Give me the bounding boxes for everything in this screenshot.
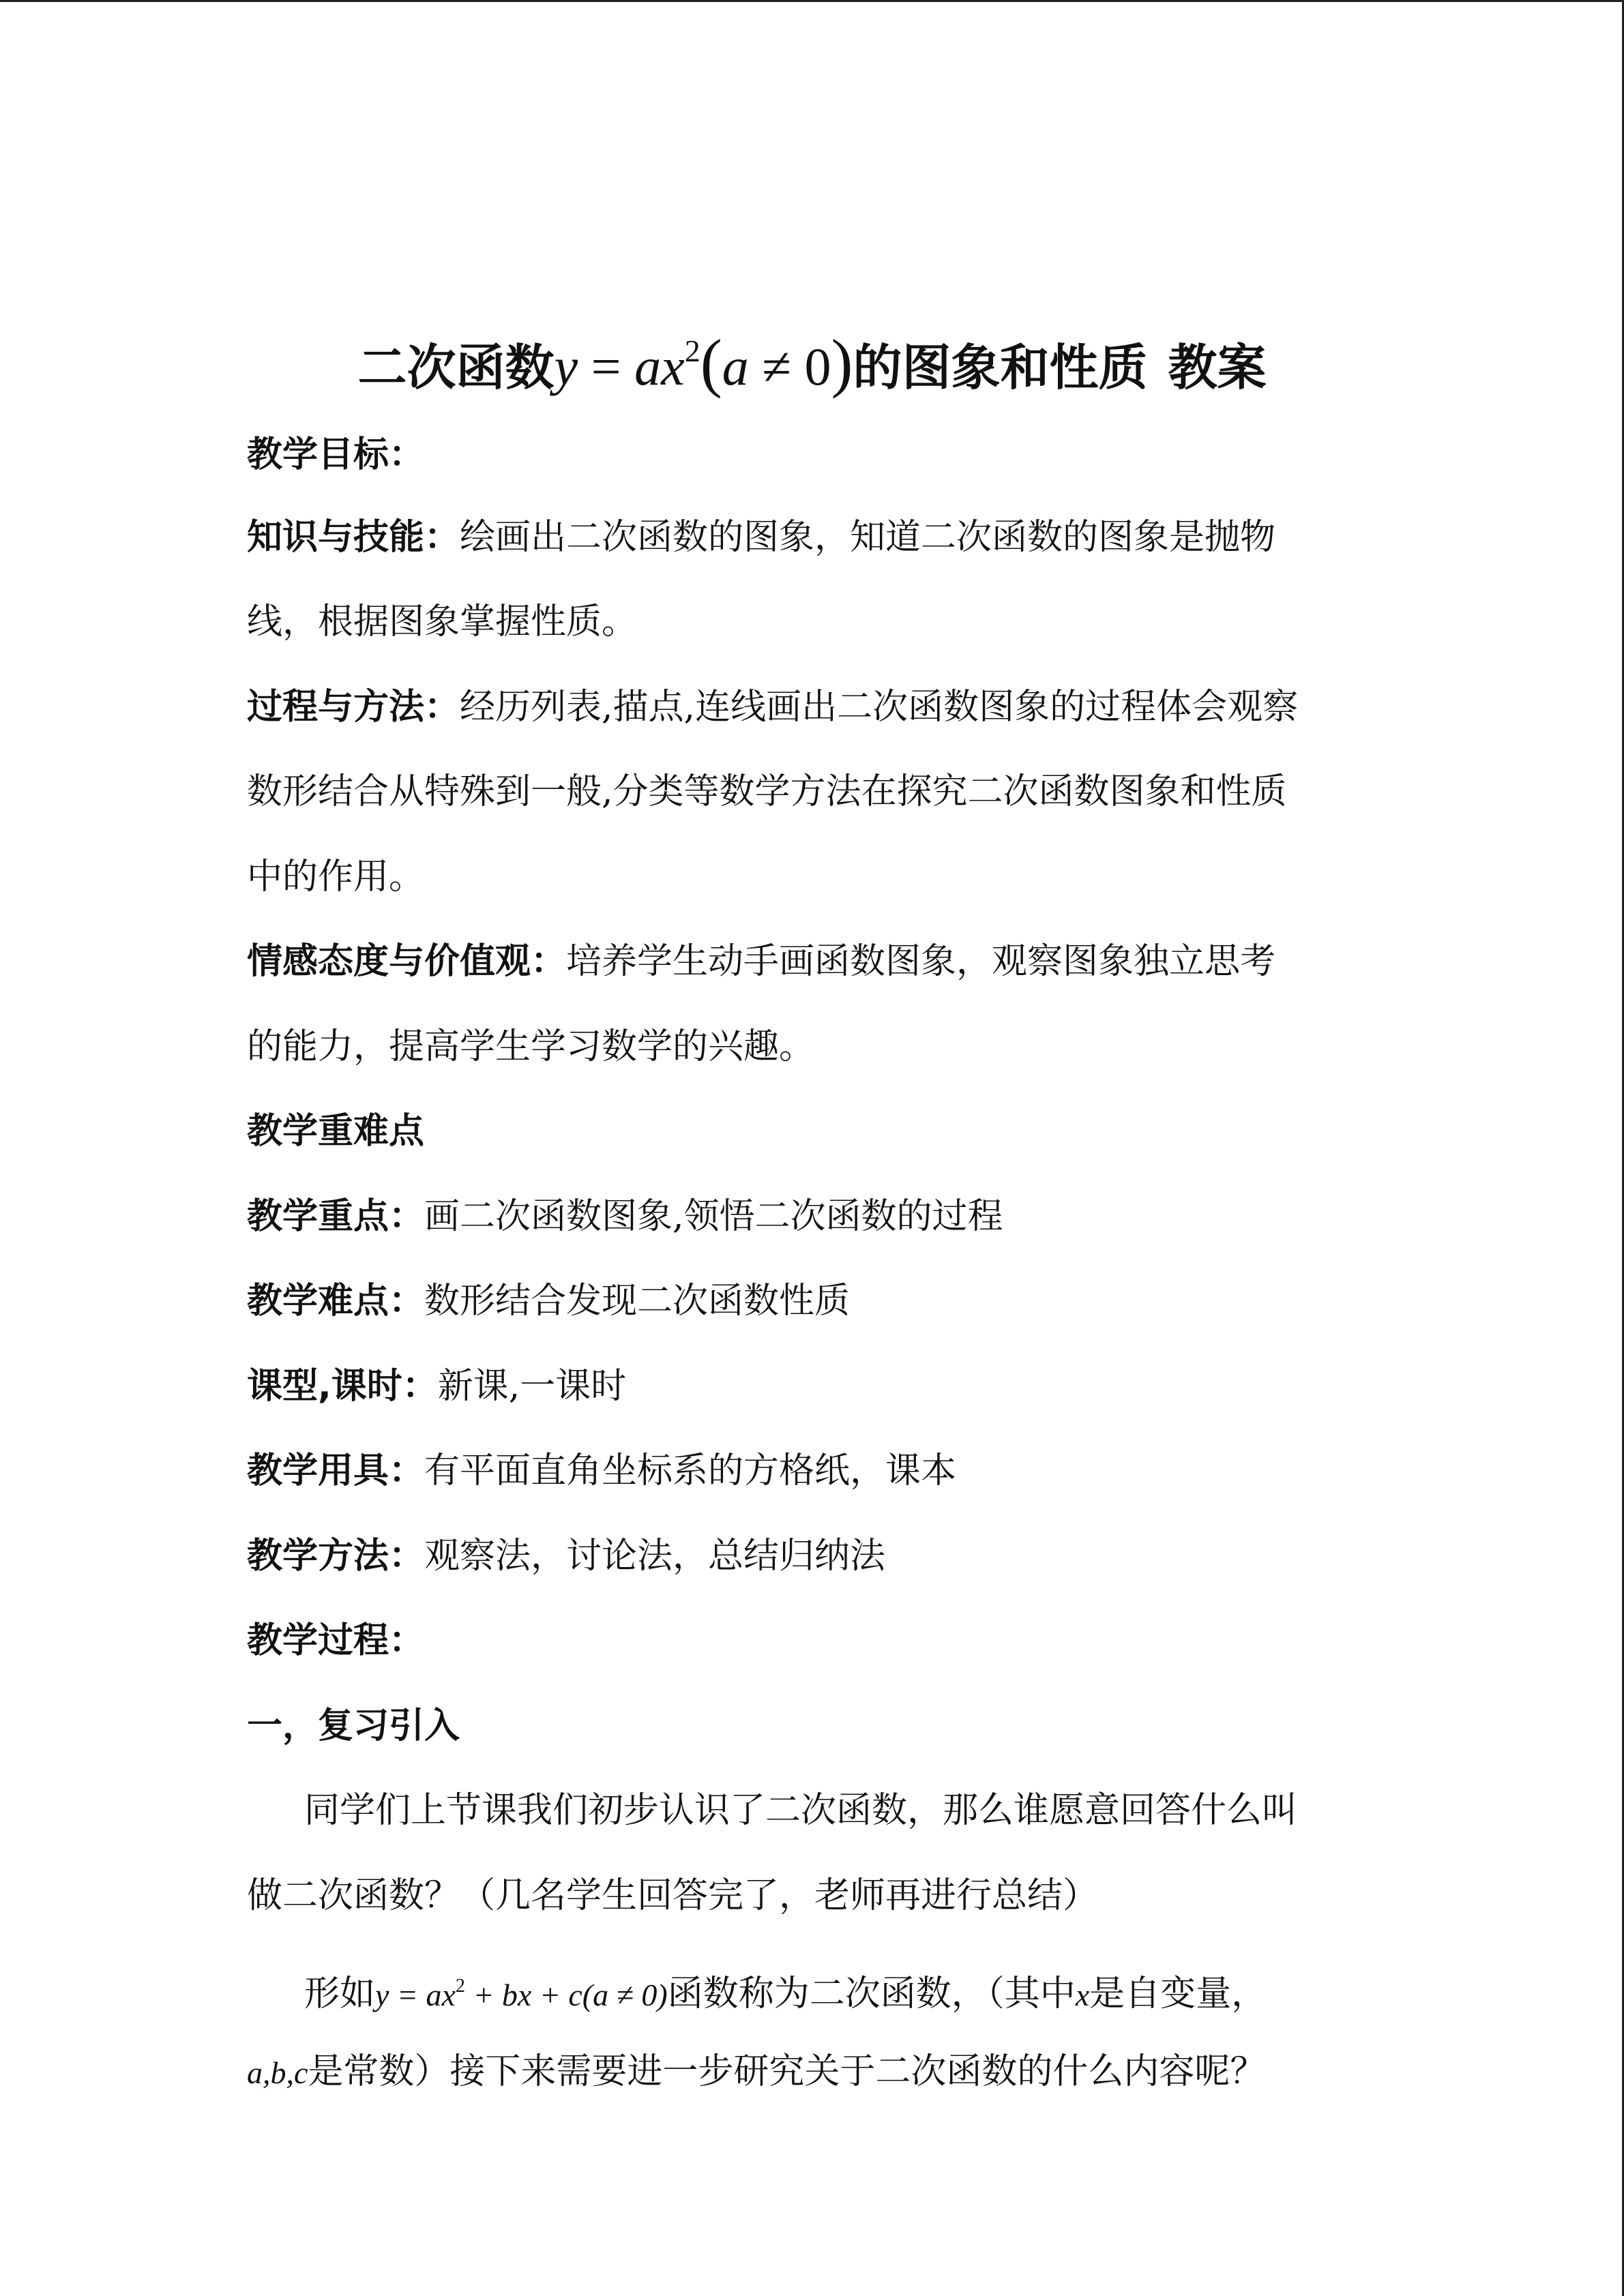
review-heading: 一，复习引入 bbox=[247, 1705, 460, 1746]
key-heading: 教学重难点 bbox=[247, 1111, 425, 1152]
paragraph-1-line-2: 做二次函数？（几名学生回答完了，老师再进行总结） bbox=[247, 1875, 1099, 1916]
process-line-3: 中的作用。 bbox=[247, 856, 425, 897]
tools-line: 教学用具：有平面直角坐标系的方格纸，课本 bbox=[247, 1450, 957, 1491]
document-title bbox=[0, 310, 1624, 408]
paragraph-2-line-1: 形如$y = ax^2$ + bx + c(a ≠ 0)函数称为二次函数，（其中x是自变量， bbox=[304, 1973, 1267, 2014]
title-suffix-2: 教案 bbox=[1168, 339, 1267, 396]
knowledge-line-2: 线，根据图象掌握性质。 bbox=[247, 601, 638, 642]
paragraph-1-line-1: 同学们上节课我们初步认识了二次函数，那么谁愿意回答什么叫 bbox=[304, 1790, 1298, 1831]
type-line: 课型,课时：新课,一课时 bbox=[247, 1366, 627, 1407]
process-line-1: 过程与方法：经历列表,描点,连线画出二次函数图象的过程体会观察 bbox=[247, 687, 1299, 728]
goals-heading: 教学目标： bbox=[247, 434, 425, 475]
quadratic-formula: $y = ax^2$ + bx + c(a ≠ 0) bbox=[375, 1976, 668, 2012]
title-prefix: 二次函数 bbox=[357, 339, 555, 396]
title-suffix: 的图象和性质 bbox=[853, 339, 1148, 396]
key-line: 教学重点：画二次函数图象,领悟二次函数的过程 bbox=[247, 1196, 1003, 1237]
knowledge-line-1: 知识与技能：绘画出二次函数的图象，知道二次函数的图象是抛物 bbox=[247, 517, 1276, 558]
page-border-top bbox=[0, 0, 1624, 2]
method-line: 教学方法：观察法，讨论法，总结归纳法 bbox=[247, 1536, 886, 1577]
paragraph-2-line-2: a,b,c是常数）接下来需要进一步研究关于二次函数的什么内容呢？ bbox=[247, 2051, 1266, 2092]
process-heading: 教学过程： bbox=[247, 1620, 425, 1661]
emotion-line-1: 情感态度与价值观：培养学生动手画函数图象，观察图象独立思考 bbox=[247, 941, 1276, 982]
title-formula: $y = ax^2(a \ne 0)$ bbox=[554, 326, 853, 399]
hard-line: 教学难点：数形结合发现二次函数性质 bbox=[247, 1281, 851, 1322]
emotion-line-2: 的能力，提高学生学习数学的兴趣。 bbox=[247, 1026, 815, 1067]
process-line-2: 数形结合从特殊到一般,分类等数学方法在探究二次函数图象和性质 bbox=[247, 771, 1287, 812]
